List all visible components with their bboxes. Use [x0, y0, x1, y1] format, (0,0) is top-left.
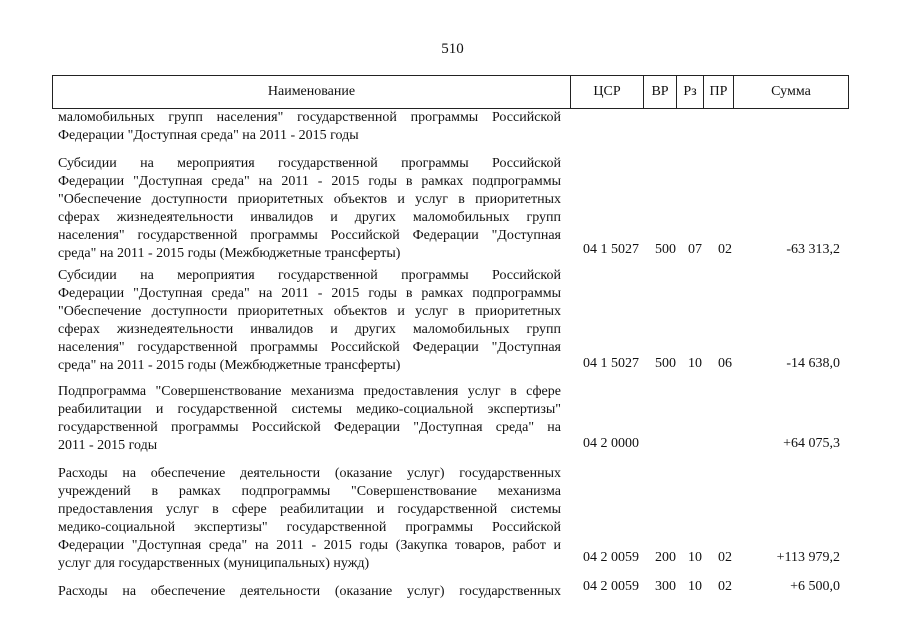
desc-line: среда" на 2011 - 2015 годы (Межбюджетные трансферты)	[58, 358, 401, 373]
desc-line: Субсидии на мероприятия государственной программы Российской	[58, 268, 561, 283]
header-sum: Сумма	[734, 76, 849, 109]
desc-line: услуг для государственных (муниципальных) нужд)	[58, 556, 370, 571]
cell-csr: 04 2 0059	[583, 550, 639, 565]
cell-csr: 04 1 5027	[583, 242, 639, 257]
cell-csr: 04 2 0000	[583, 436, 639, 451]
header-name: Наименование	[53, 76, 571, 109]
desc-line: "Обеспечение доступности приоритетных объектов и услуг в приоритетных	[58, 192, 561, 207]
header-rz: Рз	[677, 76, 704, 109]
cell-sum: -63 313,2	[786, 242, 840, 257]
desc-line: государственной программы Российской Федерации "Доступная среда" на	[58, 420, 561, 435]
desc-line: Подпрограмма "Совершенствование механизма предоставления услуг в сфере	[58, 384, 561, 399]
cell-pr: 02	[718, 242, 732, 257]
row-description	[58, 465, 561, 573]
page-number: 510	[441, 41, 464, 57]
cell-vr: 500	[655, 242, 676, 257]
desc-line: реабилитации и государственной системы медико-социальной экспертизы"	[58, 402, 561, 417]
desc-line: Субсидии на мероприятия государственной программы Российской	[58, 156, 561, 171]
desc-line: Федерации "Доступная среда" на 2011 - 2015 годы (Закупка товаров, работ и	[58, 538, 561, 553]
desc-line: Федерации "Доступная среда" на 2011 - 2015 годы	[58, 128, 359, 143]
desc-line: населения" государственной программы Российской Федерации "Доступная	[58, 228, 561, 243]
cell-csr: 04 1 5027	[583, 356, 639, 371]
row-description	[58, 583, 561, 601]
row-description	[58, 267, 561, 375]
header-csr: ЦСР	[571, 76, 644, 109]
cell-pr: 06	[718, 356, 732, 371]
desc-line: сферах жизнедеятельности инвалидов и других маломобильных групп	[58, 322, 561, 337]
cell-rz: 10	[688, 550, 702, 565]
desc-line: сферах жизнедеятельности инвалидов и других маломобильных групп	[58, 210, 561, 225]
desc-line: Расходы на обеспечение деятельности (оказание услуг) государственных	[58, 584, 561, 599]
desc-line: маломобильных групп населения" государственной программы Российской	[58, 110, 561, 125]
cell-rz: 07	[688, 242, 702, 257]
row-description	[58, 109, 561, 145]
cell-csr: 04 2 0059	[583, 579, 639, 594]
header-vr: ВР	[644, 76, 677, 109]
cell-vr: 300	[655, 579, 676, 594]
desc-line: Федерации "Доступная среда" на 2011 - 2015 годы в рамках подпрограммы	[58, 286, 561, 301]
desc-line: Расходы на обеспечение деятельности (оказание услуг) государственных	[58, 466, 561, 481]
cell-pr: 02	[718, 550, 732, 565]
cell-sum: +113 979,2	[776, 550, 840, 565]
desc-line: предоставления услуг в сфере реабилитации и государственной системы	[58, 502, 561, 517]
desc-line: населения" государственной программы Российской Федерации "Доступная	[58, 340, 561, 355]
table-header	[52, 75, 849, 109]
cell-pr: 02	[718, 579, 732, 594]
desc-line: 2011 - 2015 годы	[58, 438, 158, 453]
row-description	[58, 383, 561, 455]
cell-vr: 200	[655, 550, 676, 565]
desc-line: медико-социальной экспертизы" государственной программы Российской	[58, 520, 561, 535]
desc-line: среда" на 2011 - 2015 годы (Межбюджетные трансферты)	[58, 246, 401, 261]
desc-line: учреждений в рамках подпрограммы "Совершенствование механизма	[58, 484, 561, 499]
cell-sum: +6 500,0	[790, 579, 840, 594]
cell-sum: +64 075,3	[783, 436, 840, 451]
desc-line: Федерации "Доступная среда" на 2011 - 2015 годы в рамках подпрограммы	[58, 174, 561, 189]
cell-rz: 10	[688, 356, 702, 371]
header-pr: ПР	[704, 76, 734, 109]
row-description	[58, 155, 561, 263]
desc-line: "Обеспечение доступности приоритетных объектов и услуг в приоритетных	[58, 304, 561, 319]
cell-sum: -14 638,0	[786, 356, 840, 371]
cell-vr: 500	[655, 356, 676, 371]
cell-rz: 10	[688, 579, 702, 594]
